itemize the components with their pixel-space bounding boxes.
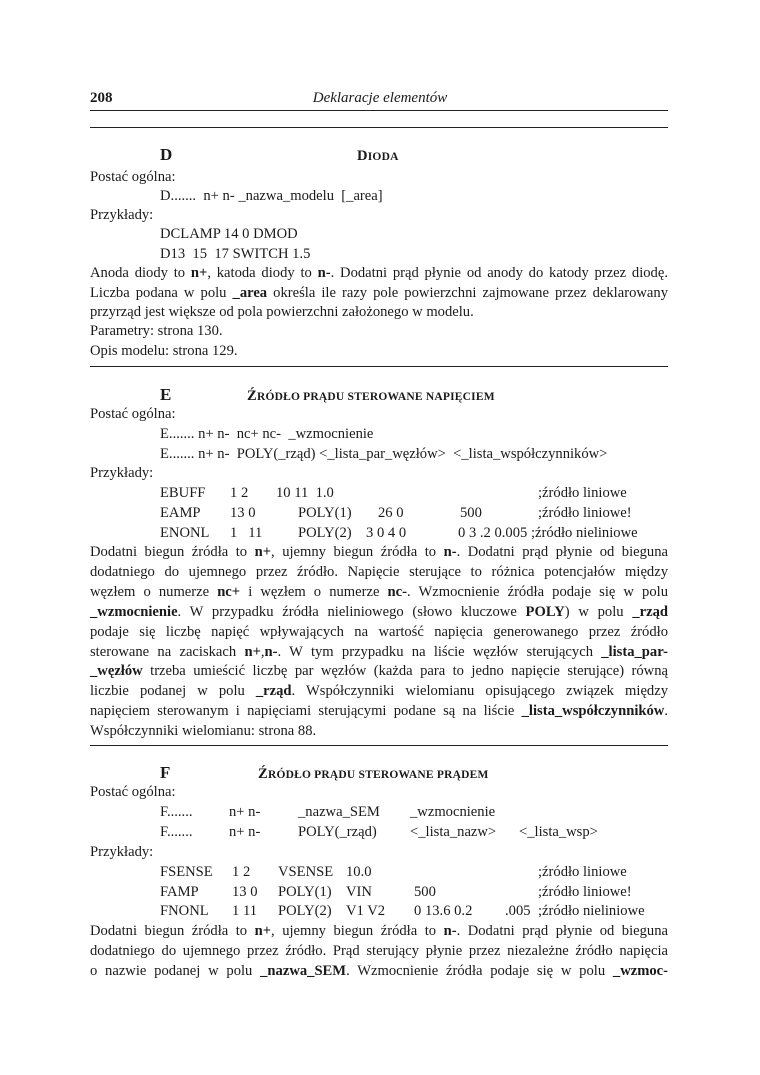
text-run: Współczynniki wielomianu: strona 88. (90, 723, 317, 740)
text-run: trzeba umieścić liczbę par węzłów (każda para to jedno napięcie sterujące) równą (142, 663, 668, 680)
text-run: liczbie podanej w polu (90, 683, 256, 700)
paragraph-line (90, 961, 668, 981)
text-run: o nazwie podanej w polu (90, 963, 261, 979)
example-cell: 10 11 1.0 (276, 485, 334, 501)
general-form-cell: _wzmocnienie (410, 804, 496, 820)
text-run: dodatniego do ujemnego przez źródło. Prąd sterujący płynie przez niezależne źródło napięcia (90, 943, 668, 959)
text-run: węzłem o numerze (90, 583, 218, 600)
keyword: n+ (190, 265, 208, 281)
paragraph-line (90, 602, 668, 622)
page-number: 208 (90, 90, 113, 106)
section-rule (90, 745, 668, 746)
keyword: _rząd (255, 683, 292, 700)
example-cell: 500 (460, 505, 482, 521)
example-cell: ;źródło nieliniowe (538, 903, 645, 919)
general-form: E....... n+ n- POLY(_rząd) <_lista_par_węzłów> <_lista_współczynników> (160, 446, 608, 462)
text-run: , ujemny biegun źródła to (271, 544, 444, 560)
keyword: _lista_współczynników (521, 703, 665, 720)
paragraph-line (90, 921, 668, 941)
paragraph-line (90, 263, 668, 283)
text-run: napięciem sterowanym i napięciami sterującymi podane są na liście (90, 703, 522, 720)
section-title (258, 764, 489, 785)
text-run: . Dodatni prąd płynie od bieguna (456, 923, 668, 939)
example-cell: POLY(1) (298, 505, 352, 521)
examples-label: Przykłady: (90, 207, 154, 223)
paragraph-line (90, 661, 668, 681)
section-letter: F (160, 763, 171, 782)
parameters-ref: Parametry: strona 130. (90, 323, 223, 339)
text-run: sterowane na zaciskach (90, 643, 245, 660)
text-run: . (664, 703, 668, 720)
paragraph-line (90, 681, 668, 701)
title-cap: D (357, 148, 368, 164)
example-line: D13 15 17 SWITCH 1.5 (160, 246, 311, 262)
keyword: n+ (254, 923, 272, 939)
example-cell: VSENSE (278, 864, 334, 880)
text-run: Liczba podana w polu (90, 284, 233, 301)
text-run: ) w polu (564, 603, 633, 620)
general-form: E....... n+ n- nc+ nc- _wzmocnienie (160, 426, 374, 442)
example-cell: 0 3 .2 0.005 (458, 525, 528, 541)
keyword: _rząd (632, 603, 668, 620)
keyword: _węzłów (90, 663, 143, 680)
example-cell: 0 13.6 0.2 (414, 903, 473, 919)
example-cell: FNONL (160, 903, 209, 919)
example-cell: ;źródło liniowe! (538, 505, 632, 521)
example-cell: POLY(1) (278, 883, 332, 900)
example-cell: .005 (505, 903, 531, 919)
example-cell: ;źródło liniowe (538, 864, 627, 880)
example-cell: 1 11 (230, 525, 263, 541)
paragraph-line (90, 582, 668, 602)
section-title (247, 386, 495, 407)
general-form-label: Postać ogólna: (90, 169, 176, 185)
keyword: POLY (525, 603, 565, 620)
keyword: nc- (387, 583, 407, 600)
paragraph-line (90, 622, 668, 642)
text-run: . Dodatni prąd płynie od anody do katody przez diodę. (330, 265, 668, 281)
example-cell: 13 0 (230, 505, 256, 521)
text-run: przyrząd jest większe od pola powierzchni założonego w modelu. (90, 304, 474, 320)
keyword: _area (232, 284, 268, 301)
example-cell: ENONL (160, 525, 210, 541)
example-cell: 1 2 (230, 485, 249, 501)
general-form-cell: POLY(_rząd) (298, 824, 377, 840)
general-form-cell: F....... (160, 804, 193, 820)
example-cell: EAMP (160, 505, 201, 521)
text-run: Dodatni biegun źródła to (90, 544, 255, 560)
general-form-cell: <_lista_wsp> (519, 824, 598, 840)
paragraph-line (90, 701, 668, 721)
example-cell: 10.0 (346, 864, 372, 880)
text-run: i węzłem o numerze (240, 583, 388, 600)
model-ref: Opis modelu: strona 129. (90, 343, 238, 359)
header-rule (90, 110, 668, 111)
general-form-label: Postać ogólna: (90, 406, 176, 422)
example-cell: POLY(2) (278, 903, 332, 919)
text-run: podaje się liczbę napięć wpływających na wartość napięcia generowanego przez źródło (90, 623, 668, 640)
section-title (357, 146, 399, 167)
text-run: , ujemny biegun źródła to (271, 923, 444, 939)
paragraph-line (90, 562, 668, 582)
section-rule (90, 127, 668, 128)
section-letter: E (160, 385, 172, 404)
general-form-label: Postać ogólna: (90, 784, 176, 800)
text-run: dodatniego do ujemnego przez źródło. Napięcie sterujące to różnica potencjałów między (90, 563, 668, 580)
keyword: _nazwa_SEM (260, 963, 347, 979)
example-cell: EBUFF (160, 485, 206, 501)
title-rest: RÓDŁO PRĄDU STEROWANE NAPIĘCIEM (256, 391, 495, 403)
example-cell: 13 0 (232, 883, 258, 900)
paragraph-line (90, 283, 668, 303)
running-title: Deklaracje elementów (312, 90, 448, 106)
text-run: Dodatni biegun źródła to (90, 923, 255, 939)
text-run: . W tym przypadku na liście węzłów sterujących (277, 643, 602, 660)
section-rule (90, 366, 668, 367)
text-run: określa ile razy pole powierzchni zajmowane przez deklarowany (267, 284, 668, 301)
text-run: . Dodatni prąd płynie od bieguna (456, 544, 668, 560)
title-cap: Ź (258, 766, 268, 782)
general-form-cell: F....... (160, 824, 193, 840)
keyword: n- (264, 643, 278, 660)
keyword: n- (317, 265, 331, 281)
examples-label: Przykłady: (90, 844, 154, 860)
examples-label: Przykłady: (90, 465, 154, 481)
example-cell: ;źródło nieliniowe (531, 525, 638, 541)
paragraph-line (90, 542, 668, 562)
keyword: nc+ (217, 583, 241, 600)
text-run: . Współczynniki wielomianu opisującego związek między (291, 683, 669, 700)
paragraph-line (90, 721, 668, 741)
example-cell: ;źródło liniowe! (538, 883, 632, 900)
example-cell: 26 0 (378, 505, 404, 521)
general-form-cell: n+ n- (229, 824, 261, 840)
general-form-cell: n+ n- (229, 804, 261, 820)
example-cell: V1 V2 (346, 903, 386, 919)
title-rest: RÓDŁO PRĄDU STEROWANE PRĄDEM (267, 769, 489, 781)
example-cell: VIN (346, 883, 372, 900)
example-cell: POLY(2) (298, 525, 352, 541)
example-cell: 3 0 4 0 (366, 525, 407, 541)
example-cell: FAMP (160, 883, 199, 900)
keyword: _lista_par- (601, 643, 668, 660)
general-form: D....... n+ n- _nazwa_modelu [_area] (160, 188, 383, 204)
keyword: _wzmocnienie (90, 603, 178, 620)
text-run: Anoda diody to (90, 265, 191, 281)
text-run: , (260, 643, 265, 660)
paragraph-line (90, 941, 668, 961)
example-cell: ;źródło liniowe (538, 485, 627, 501)
general-form-cell: <_lista_nazw> (410, 824, 497, 840)
example-cell: 1 2 (232, 864, 251, 880)
text-run: . Wzmocnienie źródła podaje się w polu (407, 583, 669, 600)
keyword: n- (443, 923, 457, 939)
paragraph-line (90, 302, 668, 322)
keyword: n+ (254, 544, 272, 560)
title-rest: IODA (367, 151, 399, 163)
example-cell: 1 11 (232, 903, 257, 919)
keyword: _wzmoc- (612, 963, 668, 979)
keyword: n+ (244, 643, 261, 660)
example-cell: FSENSE (160, 864, 213, 880)
general-form-cell: _nazwa_SEM (298, 804, 380, 820)
text-run: . W przypadku źródła nieliniowego (słowo kluczowe (177, 603, 526, 620)
section-letter: D (160, 145, 173, 164)
paragraph-line (90, 642, 668, 662)
title-cap: Ź (247, 388, 257, 404)
keyword: n- (443, 544, 457, 560)
text-run: , katoda diody to (207, 265, 318, 281)
text-run: . Wzmocnienie źródła podaje się w polu (346, 963, 613, 979)
example-cell: 500 (414, 883, 436, 900)
example-line: DCLAMP 14 0 DMOD (160, 226, 298, 242)
